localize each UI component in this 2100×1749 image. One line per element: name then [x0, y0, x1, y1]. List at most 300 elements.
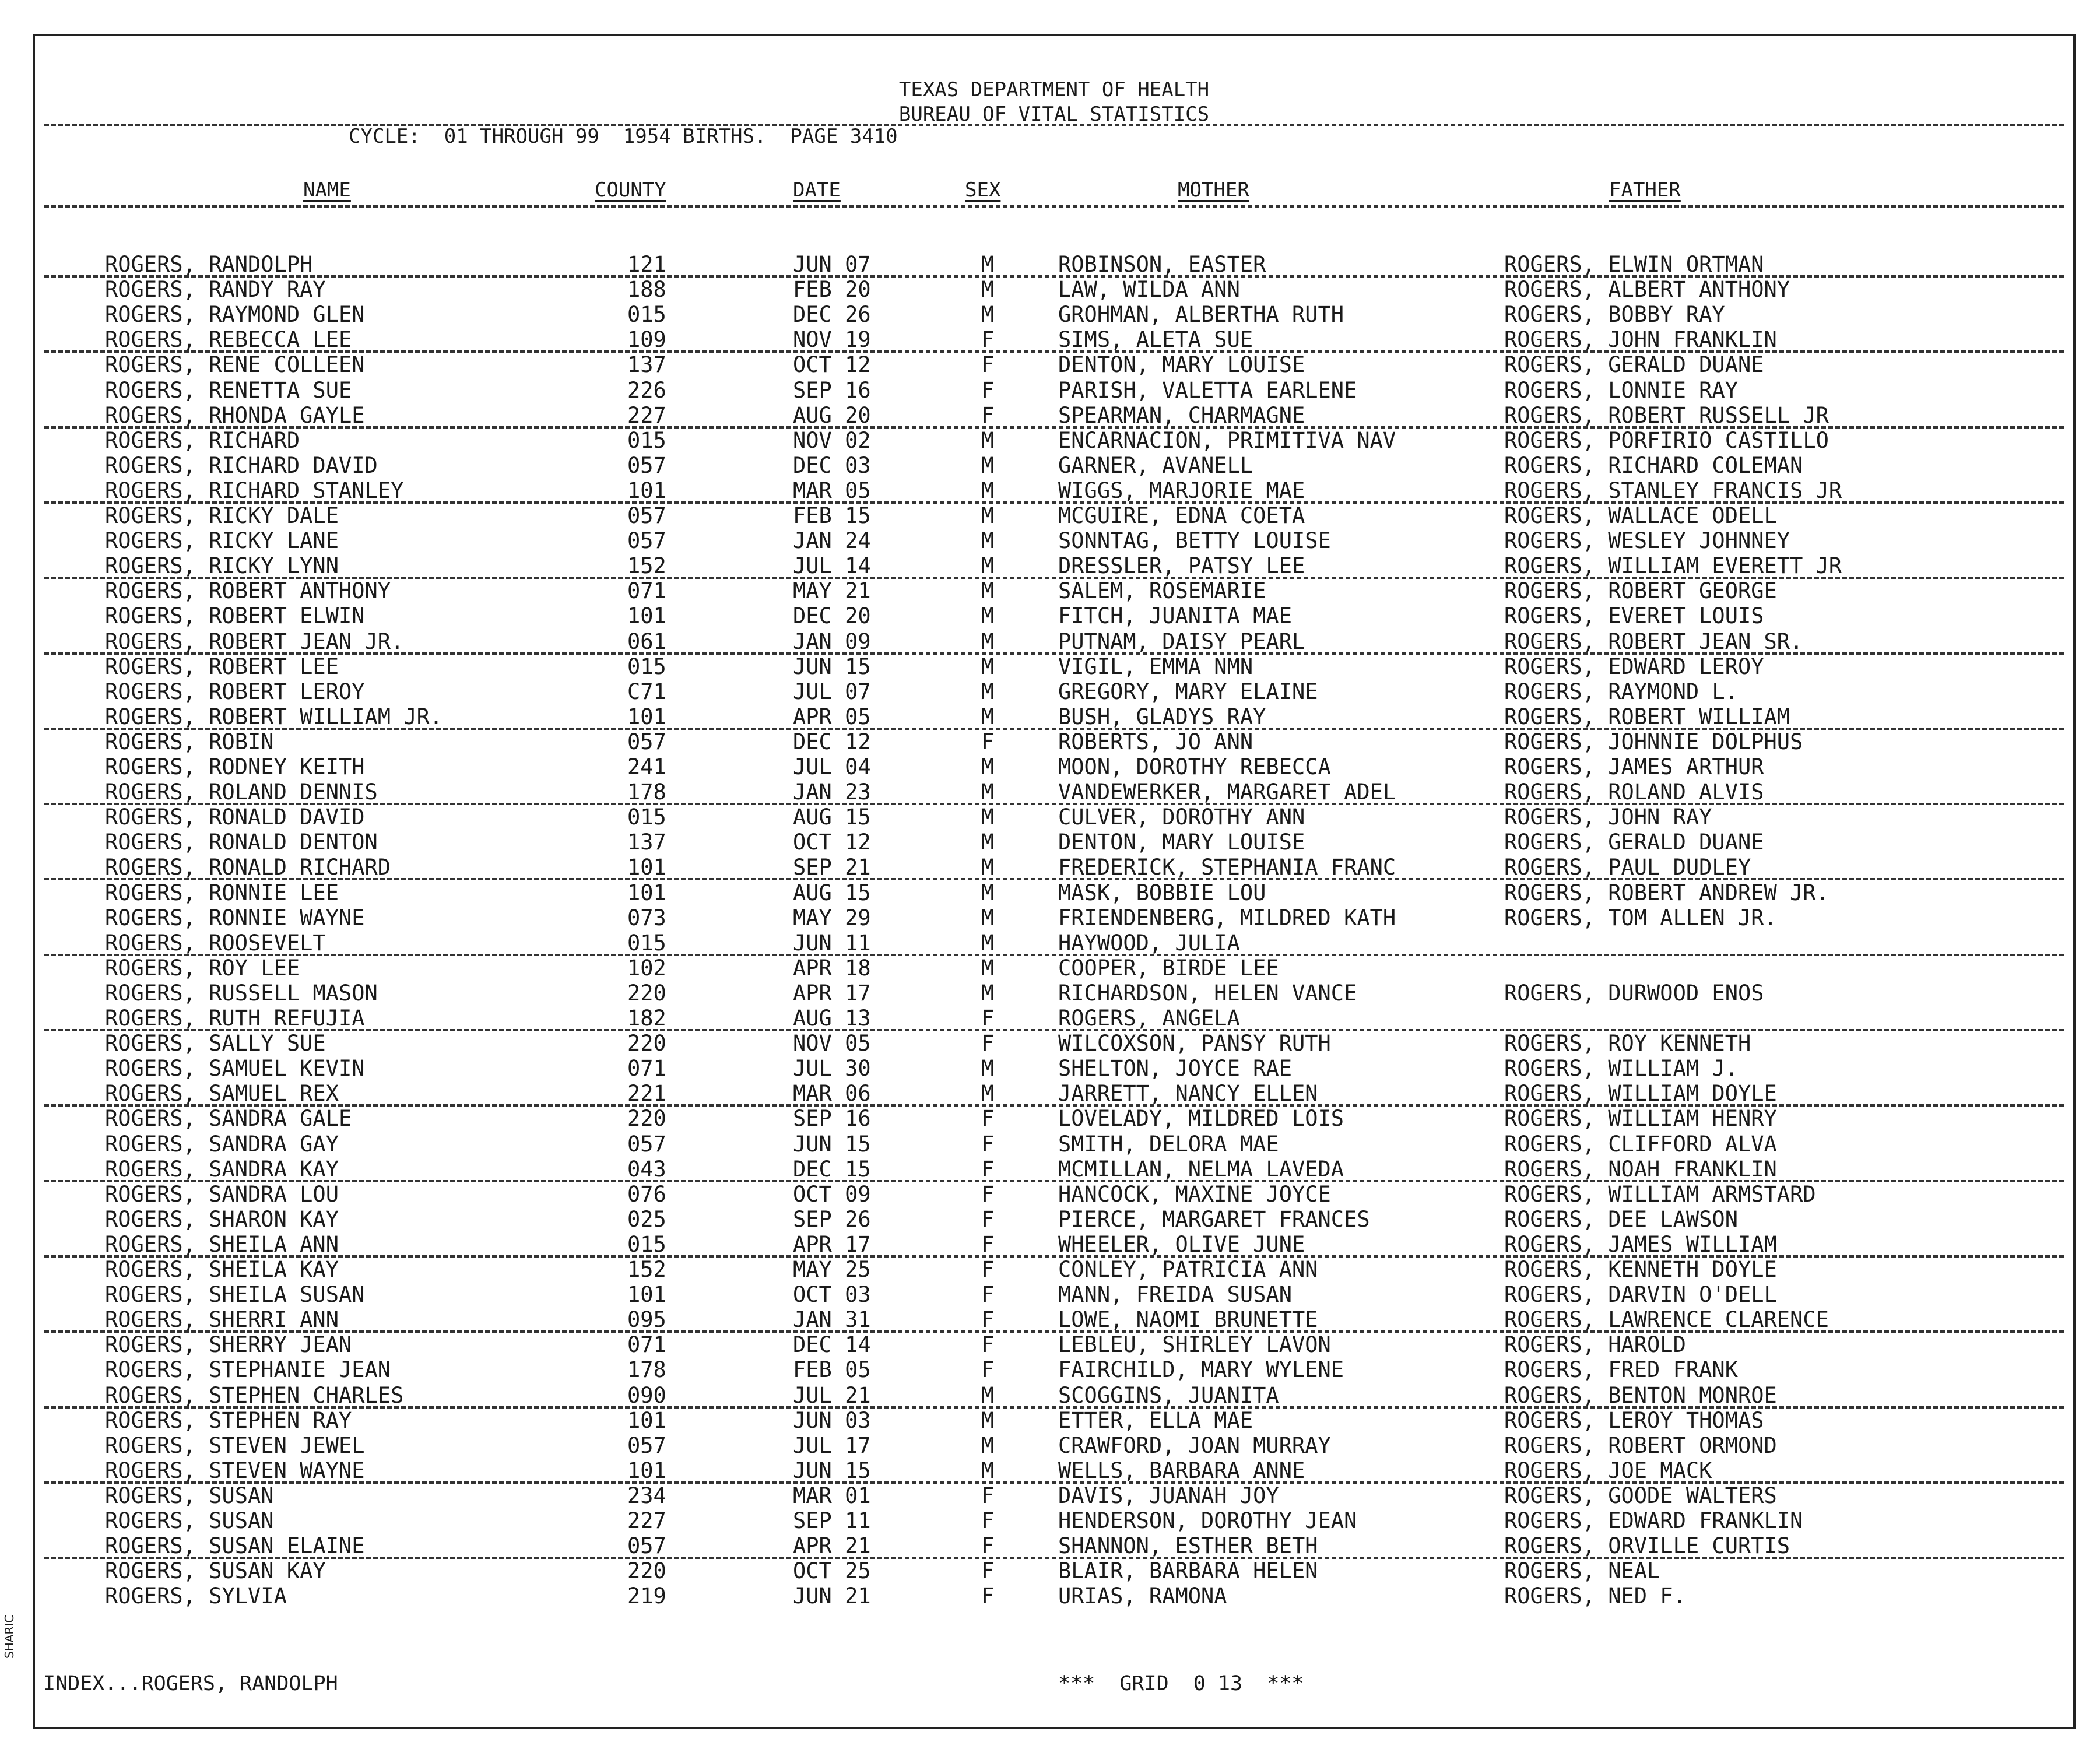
- cell-name: ROGERS, STEPHEN RAY: [105, 1407, 352, 1433]
- cell-name: ROGERS, SHERRI ANN: [105, 1307, 339, 1333]
- cell-name: ROGERS, ROLAND DENNIS: [105, 779, 378, 805]
- table-row: [35, 830, 2073, 855]
- cell-sex: F: [981, 377, 995, 403]
- table-row: [35, 779, 2073, 805]
- cell-sex: M: [981, 1056, 995, 1081]
- cell-father: ROGERS, WALLACE ODELL: [1504, 503, 1777, 528]
- cell-name: ROGERS, RICKY LYNN: [105, 553, 339, 579]
- cell-mother: BUSH, GLADYS RAY: [1058, 704, 1266, 729]
- cell-date: JUL 21: [793, 1382, 871, 1408]
- cell-mother: FITCH, JUANITA MAE: [1058, 603, 1292, 629]
- cell-name: ROGERS, SUSAN ELAINE: [105, 1533, 365, 1559]
- table-row: [35, 1332, 2073, 1357]
- cell-sex: F: [981, 1583, 995, 1609]
- cell-sex: F: [981, 1483, 995, 1508]
- cell-mother: JARRETT, NANCY ELLEN: [1058, 1081, 1318, 1107]
- cell-mother: PARISH, VALETTA EARLENE: [1058, 377, 1357, 403]
- cell-sex: M: [981, 679, 995, 704]
- table-row: [35, 1357, 2073, 1382]
- cell-county: 109: [627, 327, 666, 353]
- cell-mother: LEBLEU, SHIRLEY LAVON: [1058, 1332, 1331, 1358]
- cell-father: ROGERS, ROLAND ALVIS: [1504, 779, 1764, 805]
- table-row: [35, 930, 2073, 956]
- cell-sex: F: [981, 729, 995, 754]
- cell-name: ROGERS, RHONDA GAYLE: [105, 402, 365, 428]
- table-row: [35, 302, 2073, 327]
- cell-sex: M: [981, 1407, 995, 1433]
- cell-father: ROGERS, BOBBY RAY: [1504, 302, 1725, 328]
- cell-mother: WHEELER, OLIVE JUNE: [1058, 1231, 1305, 1257]
- cell-name: ROGERS, ROBERT LEROY: [105, 679, 365, 704]
- cell-father: ROGERS, WILLIAM ARMSTARD: [1504, 1181, 1816, 1207]
- cell-father: ROGERS, WILLIAM HENRY: [1504, 1106, 1777, 1132]
- cell-mother: CULVER, DOROTHY ANN: [1058, 805, 1305, 830]
- cell-name: ROGERS, RICHARD DAVID: [105, 452, 378, 478]
- cell-date: DEC 26: [793, 302, 871, 328]
- column-county: COUNTY: [595, 178, 666, 202]
- cell-sex: M: [981, 477, 995, 503]
- table-row: [35, 1106, 2073, 1131]
- cell-county: 015: [627, 1231, 666, 1257]
- column-sex: SEX: [965, 178, 1001, 202]
- table-row: [35, 1583, 2073, 1608]
- table-row: [35, 805, 2073, 830]
- cell-sex: M: [981, 302, 995, 328]
- cell-sex: F: [981, 1332, 995, 1358]
- cell-date: JUN 15: [793, 1131, 871, 1157]
- cell-county: 095: [627, 1307, 666, 1333]
- document-frame: [33, 34, 2076, 1729]
- cell-sex: M: [981, 654, 995, 679]
- cell-father: ROGERS, LEROY THOMAS: [1504, 1407, 1764, 1433]
- cell-sex: M: [981, 1382, 995, 1408]
- cell-name: ROGERS, RICKY LANE: [105, 528, 339, 554]
- cell-date: JAN 31: [793, 1307, 871, 1333]
- cell-county: 071: [627, 1332, 666, 1358]
- cell-name: ROGERS, SHEILA ANN: [105, 1231, 339, 1257]
- cell-county: 220: [627, 1031, 666, 1056]
- cell-date: JUL 17: [793, 1432, 871, 1458]
- cell-mother: MOON, DOROTHY REBECCA: [1058, 754, 1331, 779]
- cell-sex: M: [981, 528, 995, 554]
- cell-county: 043: [627, 1156, 666, 1182]
- table-row: [35, 754, 2073, 779]
- cell-father: ROGERS, ROY KENNETH: [1504, 1031, 1751, 1056]
- cell-name: ROGERS, SYLVIA: [105, 1583, 287, 1609]
- cell-father: ROGERS, ROBERT JEAN SR.: [1504, 628, 1803, 654]
- cell-date: AUG 13: [793, 1006, 871, 1031]
- cell-name: ROGERS, RODNEY KEITH: [105, 754, 365, 779]
- cell-county: 101: [627, 603, 666, 629]
- cell-mother: MCMILLAN, NELMA LAVEDA: [1058, 1156, 1344, 1182]
- cell-sex: M: [981, 553, 995, 579]
- table-row: [35, 578, 2073, 603]
- cell-date: JAN 23: [793, 779, 871, 805]
- cell-mother: DENTON, MARY LOUISE: [1058, 830, 1305, 855]
- cell-father: ROGERS, TOM ALLEN JR.: [1504, 905, 1777, 930]
- cell-mother: CRAWFORD, JOAN MURRAY: [1058, 1432, 1331, 1458]
- table-row: [35, 1483, 2073, 1508]
- cell-date: JUL 30: [793, 1056, 871, 1081]
- cell-mother: SMITH, DELORA MAE: [1058, 1131, 1279, 1157]
- cell-county: 234: [627, 1483, 666, 1508]
- footer-index: INDEX...ROGERS, RANDOLPH: [43, 1672, 338, 1695]
- cell-date: MAY 25: [793, 1257, 871, 1282]
- cell-county: 057: [627, 528, 666, 554]
- cell-county: 101: [627, 1282, 666, 1308]
- cell-mother: HAYWOOD, JULIA: [1058, 930, 1240, 956]
- cell-date: FEB 20: [793, 277, 871, 303]
- cell-mother: DENTON, MARY LOUISE: [1058, 352, 1305, 378]
- cell-mother: MASK, BOBBIE LOU: [1058, 880, 1266, 905]
- cell-name: ROGERS, ROBIN: [105, 729, 274, 754]
- cell-county: 015: [627, 302, 666, 328]
- table-row: [35, 1232, 2073, 1257]
- cell-name: ROGERS, STEVEN WAYNE: [105, 1458, 365, 1483]
- cell-date: MAR 01: [793, 1483, 871, 1508]
- cell-date: OCT 12: [793, 352, 871, 378]
- cell-father: ROGERS, NOAH FRANKLIN: [1504, 1156, 1777, 1182]
- cell-father: ROGERS, JOHN RAY: [1504, 805, 1712, 830]
- cell-county: 101: [627, 880, 666, 905]
- table-row: [35, 1081, 2073, 1106]
- cell-sex: F: [981, 1282, 995, 1308]
- cell-date: JUN 15: [793, 654, 871, 679]
- table-row: [35, 654, 2073, 679]
- header-bureau: BUREAU OF VITAL STATISTICS: [898, 103, 1210, 126]
- cell-name: ROGERS, RENETTA SUE: [105, 377, 352, 403]
- cell-date: JUN 07: [793, 252, 871, 277]
- table-row: [35, 729, 2073, 754]
- table-row: [35, 1182, 2073, 1207]
- cell-mother: SIMS, ALETA SUE: [1058, 327, 1253, 353]
- cell-sex: F: [981, 1231, 995, 1257]
- cell-name: ROGERS, SAMUEL KEVIN: [105, 1056, 365, 1081]
- cell-county: 178: [627, 779, 666, 805]
- table-row: [35, 528, 2073, 553]
- cell-father: ROGERS, BENTON MONROE: [1504, 1382, 1777, 1408]
- cell-father: ROGERS, GOODE WALTERS: [1504, 1483, 1777, 1508]
- cell-mother: RICHARDSON, HELEN VANCE: [1058, 980, 1357, 1006]
- cell-mother: LOWE, NAOMI BRUNETTE: [1058, 1307, 1318, 1333]
- cell-name: ROGERS, ROBERT WILLIAM JR.: [105, 704, 443, 729]
- cell-mother: SCOGGINS, JUANITA: [1058, 1382, 1279, 1408]
- cell-father: ROGERS, ROBERT RUSSELL JR: [1504, 402, 1829, 428]
- cell-father: ROGERS, JOHN FRANKLIN: [1504, 327, 1777, 353]
- cell-name: ROGERS, ROBERT LEE: [105, 654, 339, 679]
- table-row: [35, 1558, 2073, 1583]
- cell-county: 101: [627, 855, 666, 880]
- cell-mother: VIGIL, EMMA NMN: [1058, 654, 1253, 679]
- cell-date: AUG 20: [793, 402, 871, 428]
- cell-father: ROGERS, WILLIAM EVERETT JR: [1504, 553, 1842, 579]
- cell-sex: F: [981, 1156, 995, 1182]
- column-mother: MOTHER: [1178, 178, 1249, 202]
- cell-date: JUN 11: [793, 930, 871, 956]
- cell-name: ROGERS, SANDRA GAY: [105, 1131, 339, 1157]
- cell-date: JUN 03: [793, 1407, 871, 1433]
- cell-name: ROGERS, RONALD DAVID: [105, 805, 365, 830]
- cell-county: 152: [627, 553, 666, 579]
- cell-father: ROGERS, STANLEY FRANCIS JR: [1504, 477, 1842, 503]
- cell-county: 057: [627, 503, 666, 528]
- cell-sex: F: [981, 327, 995, 353]
- cell-name: ROGERS, ROOSEVELT: [105, 930, 326, 956]
- cell-father: ROGERS, ROBERT GEORGE: [1504, 578, 1777, 604]
- cell-mother: GARNER, AVANELL: [1058, 452, 1253, 478]
- cell-sex: M: [981, 955, 995, 981]
- cell-date: DEC 14: [793, 1332, 871, 1358]
- cell-father: ROGERS, DARVIN O'DELL: [1504, 1282, 1777, 1308]
- cell-sex: F: [981, 1508, 995, 1533]
- footer-grid: *** GRID 0 13 ***: [1058, 1672, 1304, 1695]
- table-row: [35, 277, 2073, 302]
- cell-sex: M: [981, 603, 995, 629]
- cell-mother: HENDERSON, DOROTHY JEAN: [1058, 1508, 1357, 1533]
- cell-father: ROGERS, JOHNNIE DOLPHUS: [1504, 729, 1803, 754]
- cell-county: 220: [627, 1558, 666, 1584]
- cell-sex: F: [981, 1131, 995, 1157]
- cell-date: APR 17: [793, 980, 871, 1006]
- cell-county: 188: [627, 277, 666, 303]
- table-row: [35, 855, 2073, 880]
- cell-mother: MCGUIRE, EDNA COETA: [1058, 503, 1305, 528]
- cell-name: ROGERS, ROBERT JEAN JR.: [105, 628, 404, 654]
- cell-mother: WIGGS, MARJORIE MAE: [1058, 477, 1305, 503]
- cell-father: ROGERS, EDWARD FRANKLIN: [1504, 1508, 1803, 1533]
- cell-date: OCT 25: [793, 1558, 871, 1584]
- cell-sex: M: [981, 452, 995, 478]
- table-row: [35, 453, 2073, 478]
- cell-mother: ROGERS, ANGELA: [1058, 1006, 1240, 1031]
- cell-sex: F: [981, 1307, 995, 1333]
- cell-county: 015: [627, 427, 666, 453]
- cell-date: AUG 15: [793, 880, 871, 905]
- cell-date: SEP 11: [793, 1508, 871, 1533]
- table-row: [35, 428, 2073, 453]
- cell-mother: MANN, FREIDA SUSAN: [1058, 1282, 1292, 1308]
- header-department: TEXAS DEPARTMENT OF HEALTH: [898, 78, 1210, 101]
- cell-mother: FREDERICK, STEPHANIA FRANC: [1058, 855, 1396, 880]
- cell-sex: F: [981, 1006, 995, 1031]
- cell-mother: ROBERTS, JO ANN: [1058, 729, 1253, 754]
- cell-mother: URIAS, RAMONA: [1058, 1583, 1227, 1609]
- cell-mother: ROBINSON, EASTER: [1058, 252, 1266, 277]
- cell-name: ROGERS, SUSAN KAY: [105, 1558, 326, 1584]
- cell-county: 057: [627, 729, 666, 754]
- cell-mother: DRESSLER, PATSY LEE: [1058, 553, 1305, 579]
- table-row: [35, 1056, 2073, 1081]
- cell-father: ROGERS, ALBERT ANTHONY: [1504, 277, 1790, 303]
- table-row: [35, 553, 2073, 578]
- cell-county: 057: [627, 452, 666, 478]
- cell-sex: M: [981, 830, 995, 855]
- cell-father: ROGERS, DURWOOD ENOS: [1504, 980, 1764, 1006]
- cell-date: DEC 15: [793, 1156, 871, 1182]
- cell-father: ROGERS, ROBERT WILLIAM: [1504, 704, 1790, 729]
- cell-sex: M: [981, 578, 995, 604]
- cell-date: DEC 20: [793, 603, 871, 629]
- cell-father: ROGERS, WILLIAM J.: [1504, 1056, 1738, 1081]
- column-rule: [44, 205, 2064, 208]
- table-row: [35, 1408, 2073, 1433]
- cell-father: ROGERS, JAMES WILLIAM: [1504, 1231, 1777, 1257]
- cell-mother: ETTER, ELLA MAE: [1058, 1407, 1253, 1433]
- cell-sex: M: [981, 754, 995, 779]
- cell-county: 015: [627, 805, 666, 830]
- column-name: NAME: [303, 178, 351, 202]
- cell-name: ROGERS, RONNIE LEE: [105, 880, 339, 905]
- cell-sex: M: [981, 1081, 995, 1107]
- cell-date: OCT 09: [793, 1181, 871, 1207]
- cell-sex: M: [981, 628, 995, 654]
- cell-name: ROGERS, RONALD RICHARD: [105, 855, 391, 880]
- cell-county: 061: [627, 628, 666, 654]
- cell-date: MAY 29: [793, 905, 871, 930]
- table-row: [35, 981, 2073, 1006]
- cell-father: ROGERS, EVERET LOUIS: [1504, 603, 1764, 629]
- cell-sex: F: [981, 1257, 995, 1282]
- cell-mother: LAW, WILDA ANN: [1058, 277, 1240, 303]
- table-row: [35, 956, 2073, 981]
- cell-father: ROGERS, ROBERT ORMOND: [1504, 1432, 1777, 1458]
- cell-county: 219: [627, 1583, 666, 1609]
- table-row: [35, 1508, 2073, 1533]
- column-date: DATE: [793, 178, 841, 202]
- cell-name: ROGERS, RAYMOND GLEN: [105, 302, 365, 328]
- table-row: [35, 603, 2073, 628]
- table-row: [35, 403, 2073, 428]
- cell-mother: HANCOCK, MAXINE JOYCE: [1058, 1181, 1331, 1207]
- cell-date: DEC 03: [793, 452, 871, 478]
- side-label: SHARIC: [2, 1614, 16, 1659]
- cell-sex: M: [981, 880, 995, 905]
- column-father: FATHER: [1609, 178, 1681, 202]
- table-row: [35, 478, 2073, 503]
- cell-name: ROGERS, SHEILA KAY: [105, 1257, 339, 1282]
- cell-county: 073: [627, 905, 666, 930]
- cell-county: 102: [627, 955, 666, 981]
- cell-county: 057: [627, 1533, 666, 1559]
- table-row: [35, 1031, 2073, 1056]
- cell-sex: M: [981, 980, 995, 1006]
- cell-father: ROGERS, LONNIE RAY: [1504, 377, 1738, 403]
- cell-sex: F: [981, 1558, 995, 1584]
- cell-sex: F: [981, 1206, 995, 1232]
- cell-county: 015: [627, 930, 666, 956]
- cell-county: 101: [627, 1458, 666, 1483]
- table-row: [35, 378, 2073, 403]
- cell-county: 227: [627, 1508, 666, 1533]
- cell-date: SEP 16: [793, 377, 871, 403]
- table-row: [35, 352, 2073, 377]
- cell-mother: GROHMAN, ALBERTHA RUTH: [1058, 302, 1344, 328]
- cell-sex: F: [981, 1533, 995, 1559]
- cell-mother: SPEARMAN, CHARMAGNE: [1058, 402, 1305, 428]
- cell-father: ROGERS, JAMES ARTHUR: [1504, 754, 1764, 779]
- cell-name: ROGERS, SANDRA GALE: [105, 1106, 352, 1132]
- cell-date: OCT 12: [793, 830, 871, 855]
- cell-sex: M: [981, 805, 995, 830]
- cell-name: ROGERS, RANDY RAY: [105, 277, 326, 303]
- cell-father: ROGERS, WILLIAM DOYLE: [1504, 1081, 1777, 1107]
- cell-name: ROGERS, RUSSELL MASON: [105, 980, 378, 1006]
- cell-sex: M: [981, 1432, 995, 1458]
- table-row: [35, 327, 2073, 352]
- cell-father: ROGERS, NEAL: [1504, 1558, 1660, 1584]
- cell-date: OCT 03: [793, 1282, 871, 1308]
- header-rule: [44, 124, 2064, 126]
- table-row: [35, 1132, 2073, 1157]
- cell-father: ROGERS, CLIFFORD ALVA: [1504, 1131, 1777, 1157]
- table-row: [35, 1458, 2073, 1483]
- cell-county: 220: [627, 1106, 666, 1132]
- cell-name: ROGERS, SHERRY JEAN: [105, 1332, 352, 1358]
- cell-date: APR 18: [793, 955, 871, 981]
- cell-father: ROGERS, FRED FRANK: [1504, 1357, 1738, 1383]
- cell-county: 178: [627, 1357, 666, 1383]
- cell-county: 076: [627, 1181, 666, 1207]
- cell-name: ROGERS, SANDRA KAY: [105, 1156, 339, 1182]
- cell-father: ROGERS, RAYMOND L.: [1504, 679, 1738, 704]
- cell-county: 137: [627, 830, 666, 855]
- cell-sex: M: [981, 905, 995, 930]
- cell-name: ROGERS, SHARON KAY: [105, 1206, 339, 1232]
- cell-mother: SHELTON, JOYCE RAE: [1058, 1056, 1292, 1081]
- cell-date: APR 17: [793, 1231, 871, 1257]
- cell-county: 090: [627, 1382, 666, 1408]
- cell-county: 101: [627, 704, 666, 729]
- table-row: [35, 1157, 2073, 1182]
- cell-mother: SHANNON, ESTHER BETH: [1058, 1533, 1318, 1559]
- cell-name: ROGERS, RONNIE WAYNE: [105, 905, 365, 930]
- cell-name: ROGERS, RONALD DENTON: [105, 830, 378, 855]
- cell-father: ROGERS, ROBERT ANDREW JR.: [1504, 880, 1829, 905]
- table-row: [35, 503, 2073, 528]
- cell-date: JUL 07: [793, 679, 871, 704]
- cell-mother: FAIRCHILD, MARY WYLENE: [1058, 1357, 1344, 1383]
- cell-county: 101: [627, 1407, 666, 1433]
- cell-county: 121: [627, 252, 666, 277]
- cell-sex: F: [981, 352, 995, 378]
- cell-father: ROGERS, PAUL DUDLEY: [1504, 855, 1751, 880]
- cell-county: 241: [627, 754, 666, 779]
- cell-father: ROGERS, NED F.: [1504, 1583, 1686, 1609]
- cell-date: SEP 26: [793, 1206, 871, 1232]
- cell-name: ROGERS, STEPHANIE JEAN: [105, 1357, 391, 1383]
- table-row: [35, 905, 2073, 930]
- cell-county: 057: [627, 1131, 666, 1157]
- table-row: [35, 1257, 2073, 1282]
- cell-name: ROGERS, RICHARD STANLEY: [105, 477, 404, 503]
- table-row: [35, 1307, 2073, 1332]
- cell-father: ROGERS, JOE MACK: [1504, 1458, 1712, 1483]
- cell-mother: WELLS, BARBARA ANNE: [1058, 1458, 1305, 1483]
- cell-mother: SONNTAG, BETTY LOUISE: [1058, 528, 1331, 554]
- cell-sex: M: [981, 503, 995, 528]
- cell-date: MAR 06: [793, 1081, 871, 1107]
- cell-name: ROGERS, STEPHEN CHARLES: [105, 1382, 404, 1408]
- cell-sex: F: [981, 1031, 995, 1056]
- cell-county: 226: [627, 377, 666, 403]
- cell-father: ROGERS, LAWRENCE CLARENCE: [1504, 1307, 1829, 1333]
- cell-mother: ENCARNACION, PRIMITIVA NAV: [1058, 427, 1396, 453]
- cell-sex: F: [981, 402, 995, 428]
- cell-county: 137: [627, 352, 666, 378]
- cell-mother: GREGORY, MARY ELAINE: [1058, 679, 1318, 704]
- cell-date: DEC 12: [793, 729, 871, 754]
- cell-name: ROGERS, SANDRA LOU: [105, 1181, 339, 1207]
